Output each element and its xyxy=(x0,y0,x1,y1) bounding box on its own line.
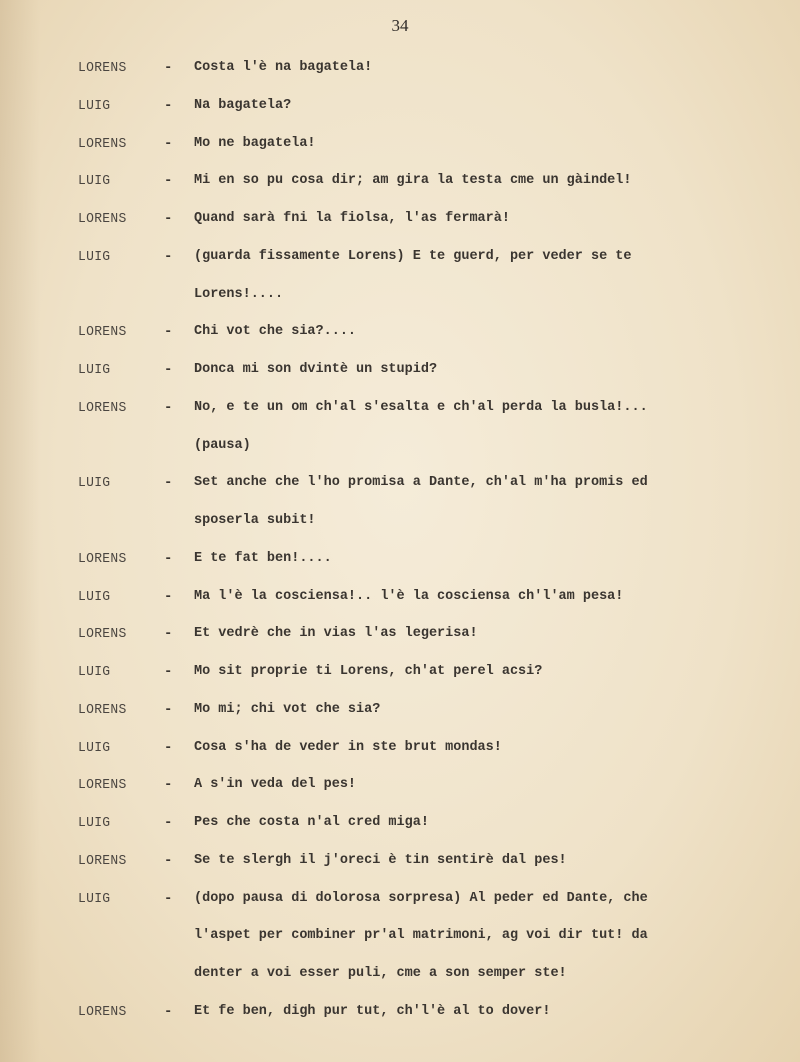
page-number: 34 xyxy=(391,16,409,35)
speaker-name: LORENS xyxy=(78,323,127,340)
dash-separator: - xyxy=(164,777,173,794)
speech-text xyxy=(194,993,778,1031)
dash-separator: - xyxy=(164,550,173,567)
dialogue-line xyxy=(78,471,778,547)
speech-line: No, e te un om ch'al s'esalta e ch'al perda la busla!... xyxy=(194,399,648,415)
dash-separator: - xyxy=(164,701,173,718)
dash-separator: - xyxy=(164,852,173,869)
speaker-name: LORENS xyxy=(78,134,127,152)
speech-text xyxy=(194,540,778,578)
speech-line: Lorens!.... xyxy=(194,286,284,302)
dash-separator: - xyxy=(164,248,173,265)
speech-text xyxy=(194,389,778,465)
dash-separator: - xyxy=(164,173,173,190)
speech-text xyxy=(194,766,778,804)
speech-line: (guarda fissamente Lorens) E te guerd, per veder se te xyxy=(194,248,632,264)
speaker-name: LUIG xyxy=(78,97,111,114)
speech-text xyxy=(194,351,778,389)
speech-line: Se te slergh il j'oreci è tin sentirè dal pes! xyxy=(194,852,567,868)
speech-text xyxy=(194,87,778,125)
dash-separator: - xyxy=(164,362,173,378)
speech-line: Quand sarà fni la fiolsa, l'as fermarà! xyxy=(194,211,510,226)
speech-line: l'aspet per combiner pr'al matrimoni, ag voi dir tut! da xyxy=(194,928,648,944)
speech-line: Ma l'è la cosciensa!.. l'è la cosciensa ch'l'am pesa! xyxy=(194,588,624,604)
speech-text xyxy=(194,842,778,880)
speech-text xyxy=(194,162,778,200)
speech-line: Mo ne bagatela! xyxy=(194,135,316,151)
speech-text xyxy=(194,578,778,616)
speech-line: Na bagatela? xyxy=(194,97,292,113)
speech-text xyxy=(194,691,778,729)
speaker-name: LUIG xyxy=(78,361,111,378)
speech-text xyxy=(194,238,778,314)
speaker-name: LUIG xyxy=(78,738,111,756)
speech-line: Mi en so pu cosa dir; am gira la testa cme un gàindel! xyxy=(194,173,632,189)
speech-text xyxy=(194,653,778,691)
speaker-name: LORENS xyxy=(78,59,127,76)
speaker-name: LUIG xyxy=(78,248,111,265)
dialogue-line xyxy=(78,887,778,1000)
dash-separator: - xyxy=(164,664,173,680)
speaker-name: LUIG xyxy=(78,474,111,491)
speech-line: sposerla subit! xyxy=(194,513,316,528)
speaker-name: LUIG xyxy=(78,814,111,831)
speech-line: (pausa) xyxy=(194,437,251,453)
speech-text xyxy=(194,200,778,238)
speaker-name: LUIG xyxy=(78,172,111,189)
speaker-name: LUIG xyxy=(78,587,111,605)
dash-separator: - xyxy=(164,135,173,152)
speech-line: Donca mi son dvintè un stupid? xyxy=(194,362,438,377)
dash-separator: - xyxy=(164,60,173,76)
speech-line: Mo sit proprie ti Lorens, ch'at perel acsi? xyxy=(194,664,543,679)
dash-separator: - xyxy=(164,890,173,907)
dash-separator: - xyxy=(164,97,173,114)
speech-text xyxy=(194,615,778,653)
dash-separator: - xyxy=(164,324,173,341)
dash-separator: - xyxy=(164,588,173,605)
speaker-name: LUIG xyxy=(78,663,111,680)
dialogue-block xyxy=(78,56,778,1038)
speech-line: A s'in veda del pes! xyxy=(194,777,357,793)
dash-separator: - xyxy=(164,475,173,492)
dialogue-line xyxy=(78,245,778,321)
speech-line: denter a voi esser puli, cme a son semper ste! xyxy=(194,966,567,981)
speech-text xyxy=(194,125,778,163)
dash-separator: - xyxy=(164,211,173,227)
speaker-name: LORENS xyxy=(78,701,127,718)
dash-separator: - xyxy=(164,399,173,416)
dash-separator: - xyxy=(164,739,173,756)
speech-line: Costa l'è na bagatela! xyxy=(194,60,373,75)
speech-text xyxy=(194,49,778,87)
speaker-name: LORENS xyxy=(78,550,127,567)
speaker-name: LORENS xyxy=(78,776,127,793)
speech-line: Mo mi; chi vot che sia? xyxy=(194,701,381,717)
speech-line: Et fe ben, digh pur tut, ch'l'è al to dover! xyxy=(194,1003,551,1019)
speaker-name: LORENS xyxy=(78,625,127,642)
speech-text xyxy=(194,313,778,351)
speech-line: Set anche che l'ho promisa a Dante, ch'al m'ha promis ed xyxy=(194,475,648,491)
speaker-name: LUIG xyxy=(78,889,111,907)
speech-text xyxy=(194,729,778,767)
speaker-name: LORENS xyxy=(78,399,127,416)
speech-line: E te fat ben!.... xyxy=(194,550,332,566)
speech-text xyxy=(194,464,778,540)
speech-text xyxy=(194,804,778,842)
speech-line: Chi vot che sia?.... xyxy=(194,324,357,340)
speech-line: (dopo pausa di dolorosa sorpresa) Al peder ed Dante, che xyxy=(194,890,648,906)
speech-line: Pes che costa n'al cred miga! xyxy=(194,815,429,830)
speaker-name: LORENS xyxy=(78,1003,127,1020)
dialogue-line xyxy=(78,396,778,472)
speaker-name: LORENS xyxy=(78,210,127,227)
speech-line: Et vedrè che in vias l'as legerisa! xyxy=(194,626,478,642)
dash-separator: - xyxy=(164,1003,173,1020)
dialogue-line xyxy=(78,1000,778,1038)
speaker-name: LORENS xyxy=(78,852,127,869)
dash-separator: - xyxy=(164,815,173,831)
dash-separator: - xyxy=(164,626,173,643)
speech-text xyxy=(194,880,778,993)
speech-line: Cosa s'ha de veder in ste brut mondas! xyxy=(194,739,502,755)
